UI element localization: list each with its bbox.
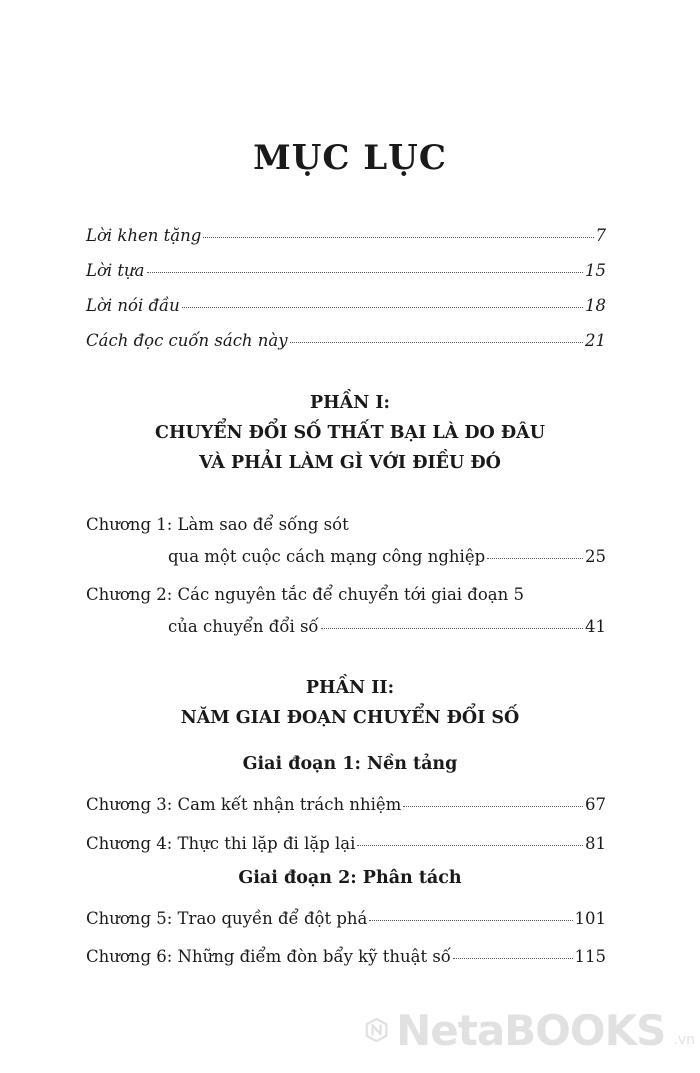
toc-entry: Chương 4: Thực thi lặp đi lặp lại 81 bbox=[86, 834, 606, 853]
toc-entry: Lời nói đầu 18 bbox=[86, 296, 606, 315]
leader-dots bbox=[487, 558, 583, 559]
toc-entry: Chương 5: Trao quyền để đột phá 101 bbox=[86, 909, 606, 928]
toc-entry: của chuyển đổi số 41 bbox=[168, 617, 606, 636]
page-title: MỤC LỤC bbox=[253, 138, 447, 178]
leader-dots bbox=[203, 237, 593, 238]
toc-entry: Cách đọc cuốn sách này 21 bbox=[86, 331, 606, 350]
leader-dots bbox=[403, 806, 583, 807]
watermark bbox=[365, 1000, 695, 1060]
part1-heading: PHẦN I: CHUYỂN ĐỔI SỐ THẤT BẠI LÀ DO ĐÂU VÀ PHẢI LÀM GÌ VỚI ĐIỀU ĐÓ bbox=[155, 393, 545, 473]
leader-dots bbox=[321, 628, 583, 629]
toc-entry: Lời tựa 15 bbox=[86, 261, 606, 280]
leader-dots bbox=[453, 958, 573, 959]
leader-dots bbox=[182, 307, 583, 308]
watermark-suffix: .vn bbox=[673, 1032, 695, 1048]
toc-entry: Chương 6: Những điểm đòn bẩy kỹ thuật số 115 bbox=[86, 947, 606, 966]
leader-dots bbox=[369, 920, 572, 921]
stage-title: Giai đoạn 1: Nền tảng bbox=[242, 754, 458, 774]
part2-heading: PHẦN II: NĂM GIAI ĐOẠN CHUYỂN ĐỔI SỐ bbox=[180, 678, 520, 728]
leader-dots bbox=[147, 272, 583, 273]
chapter-title: Chương 1: Làm sao để sống sót bbox=[86, 515, 349, 534]
toc-entry: Lời khen tặng 7 bbox=[86, 226, 606, 245]
toc-entry: Chương 3: Cam kết nhận trách nhiệm 67 bbox=[86, 795, 606, 814]
n-hexagon-logo-icon bbox=[365, 1002, 388, 1058]
toc-entry: qua một cuộc cách mạng công nghiệp 25 bbox=[168, 547, 606, 566]
leader-dots bbox=[357, 845, 583, 846]
leader-dots bbox=[290, 342, 583, 343]
watermark-brand: NetaBOOKS bbox=[396, 1005, 666, 1055]
chapter-title: Chương 2: Các nguyên tắc để chuyển tới giai đoạn 5 bbox=[86, 585, 525, 604]
stage-title: Giai đoạn 2: Phân tách bbox=[238, 868, 462, 888]
